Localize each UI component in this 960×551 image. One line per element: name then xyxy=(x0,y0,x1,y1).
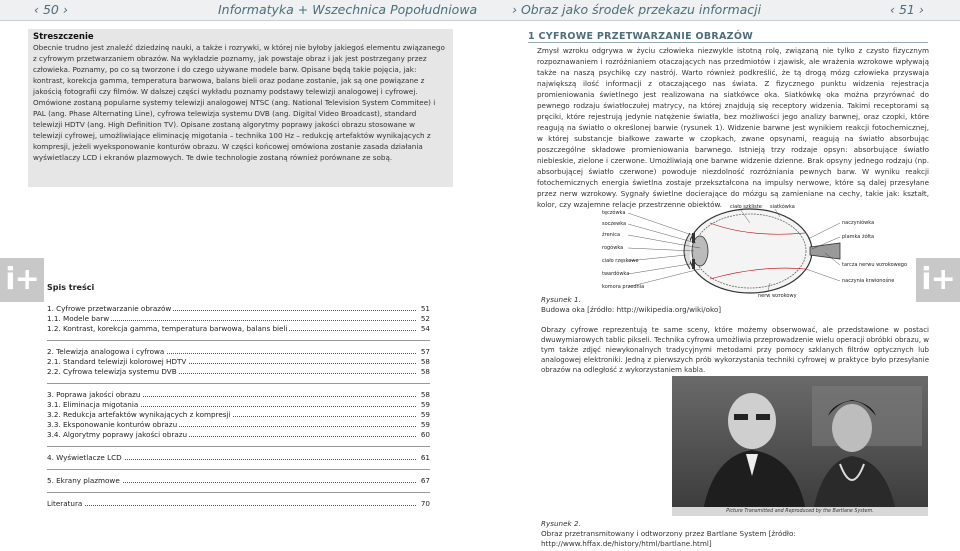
toc-entry-label: 1.2. Kontrast, korekcja gamma, temperatura barwowa, balans bieli xyxy=(47,324,288,333)
eye-label: źrenica xyxy=(602,232,621,238)
eye-label: soczewka xyxy=(602,221,627,227)
eye-label: rogówka xyxy=(602,245,624,251)
toc-entry[interactable] xyxy=(47,400,430,410)
toc-divider xyxy=(47,383,430,384)
toc-entry[interactable] xyxy=(47,357,430,367)
toc-entry-page: 61 xyxy=(420,453,430,462)
toc-entry-page: 58 xyxy=(420,390,430,399)
right-page-number: ‹ 51 › xyxy=(890,2,924,17)
eye-label: nerw wzrokowy xyxy=(758,293,797,299)
toc-entry[interactable] xyxy=(47,410,430,420)
summary-title: Streszczenie xyxy=(33,32,94,42)
toc-entry-label: 2.2. Cyfrowa telewizja systemu DVB xyxy=(47,367,177,376)
toc-entry[interactable] xyxy=(47,324,430,334)
toc-entry[interactable] xyxy=(47,390,430,400)
toc-entry-page: 60 xyxy=(420,430,430,439)
toc-entry[interactable] xyxy=(47,367,430,377)
left-page-header xyxy=(0,0,480,20)
informatyka-plus-logo-left: i+ xyxy=(0,258,44,302)
toc-entry-label: 2.1. Standard telewizji kolorowej HDTV xyxy=(47,357,187,366)
eye-label: tarcza nerwu wzrokowego xyxy=(842,262,908,268)
figure-2-label: Rysunek 2. xyxy=(541,519,581,528)
toc-entry-label: Literatura xyxy=(47,499,83,508)
eye-label: ciało szkliste xyxy=(730,204,762,210)
toc-entry[interactable] xyxy=(47,304,430,314)
toc-entry-page: 52 xyxy=(420,314,430,323)
toc-entry-label: 3.2. Redukcja artefaktów wynikających z kompresji xyxy=(47,410,231,419)
toc-entry-page: 58 xyxy=(420,367,430,376)
toc-entry-label: 1.1. Modele barw xyxy=(47,314,110,323)
toc-entry[interactable] xyxy=(47,430,430,440)
toc-entry-page: 57 xyxy=(420,347,430,356)
toc-entry-page: 54 xyxy=(420,324,430,333)
header-divider xyxy=(0,20,960,21)
toc-entry-page: 59 xyxy=(420,410,430,419)
toc-divider xyxy=(47,340,430,341)
toc-entry-label: 1. Cyfrowe przetwarzanie obrazów xyxy=(47,304,172,313)
toc-entry-page: 58 xyxy=(420,357,430,366)
figure-2-text: Obraz przetransmitowany i odtworzony przez Bartlane System [źródło: http://www.hffax.de/history/html/bartlane.html] xyxy=(541,529,796,548)
toc-entry-page: 67 xyxy=(420,476,430,485)
toc-entry-label: 5. Ekrany plazmowe xyxy=(47,476,120,485)
toc-title: Spis treści xyxy=(47,283,95,292)
toc-entry[interactable] xyxy=(47,499,430,509)
toc-entry-label: 3. Poprawa jakości obrazu xyxy=(47,390,141,399)
toc-entry-page: 59 xyxy=(420,400,430,409)
bartlane-photo xyxy=(672,376,928,516)
figure-1-text: Budowa oka [źródło: http://wikipedia.org/wiki/oko] xyxy=(541,305,722,314)
toc-entry[interactable] xyxy=(47,347,430,357)
cornea-shape xyxy=(684,233,690,269)
toc-entry-label: 3.4. Algorytmy poprawy jakości obrazu xyxy=(47,430,188,439)
figure-1-label: Rysunek 1. xyxy=(541,295,581,304)
figure-2-caption xyxy=(541,519,933,549)
section-title: 1 CYFROWE PRZETWARZANIE OBRAZÓW xyxy=(528,31,754,42)
toc-entry-page: 51 xyxy=(420,304,430,313)
toc-entry-label: 4. Wyświetlacze LCD xyxy=(47,453,122,462)
eye-label: naczyniówka xyxy=(842,220,875,226)
summary-box xyxy=(28,29,453,187)
toc-entry[interactable] xyxy=(47,420,430,430)
informatyka-plus-logo-right: i+ xyxy=(916,258,960,302)
toc-entry[interactable] xyxy=(47,453,430,463)
toc-entry[interactable] xyxy=(47,314,430,324)
eye-label: twardówka xyxy=(602,271,630,277)
left-page-number: ‹ 50 › xyxy=(34,2,68,17)
body-paragraph: Obrazy cyfrowe reprezentują te same sceny, które możemy obserwować, ale przedstawione w postaci dwuwymiarowych tablic pikseli. Technika cyfrowa umożliwia przeprowadzenie wielu operacji obróbki obrazu, w tym także zdjęć niewykonalnych tradycyjnymi metodami przy pomocy szklanych filtrów optycznych lub analogowej elektroniki. Jedną z pierwszych prób wykorzystania techniki cyfrowej w praktyce było przesyłanie obrazów na odległość z wykorzystaniem kabla. xyxy=(541,326,930,374)
toc-divider xyxy=(47,492,430,493)
section-paragraph: Zmysł wzroku odgrywa w życiu człowieka niezwykle istotną rolę, związaną nie tylko z czysto fizycznym rozpoznawaniem i rozróżnianiem otaczających nas przedmiotów i zjawisk, ale wrażenia wzrokowe wpływają także na naszą psychikę czy nastrój. Warto również podkreślić, że tą drogą mózg człowieka przyswaja największą ilość informacji z otaczającego nas świata. Z fizycznego punktu widzenia rejestracja promieniowania świetlnego jest realizowana na siatkówce oka. Siatkówkę oka można przyrównać do pewnego rodzaju światłoczułej matrycy, na której znajdują się receptory widzenia. Takimi receptorami są pręciki, które rejestrują jedynie natężenie światła, bez możliwości jego analizy barwnej, oraz czopki, które reagują na światło o określonej barwie (rysunek 1). Widzenie barwne jest wynikiem reakcji fotochemicznej, w której substancje białkowe zawarte w czopkach, zwane opsynami, reagują na światło absorbując poszczególne składowe promieniowania barwnego. Istnieją trzy rodzaje opsyn: absorbujące światło niebieskie, zielone i czerwone. Umożliwiają one barwne widzenie dzienne. Brak opsyny jednego rodzaju (np. absorbującej światło czerwone) powoduje niezdolność rozróżniania pewnych barw. W wyniku reakcji fotochemicznych energia świetlna zostaje przekształcona na impulsy nerwowe, które są dalej przesyłane przez nerw wzrokowy. Sygnały świetlne docierające do mózgu są zamieniane na cechy, takie jak: kształt, kolor, czy wzajemne relacje przestrzenne obiektów. xyxy=(537,46,929,209)
eye-label: siatkówka xyxy=(770,204,795,210)
eye-label: plamka żółta xyxy=(842,234,875,240)
man-face xyxy=(728,393,776,449)
toc-divider xyxy=(47,469,430,470)
eye-label: tęczówka xyxy=(602,210,626,216)
eye-anatomy-diagram xyxy=(600,203,908,299)
summary-text: Obecnie trudno jest znaleźć dziedzinę nauki, a także i rozrywki, w której nie byłoby jakiegoś elementu związanego z cyfrowym przetwarzaniem obrazów. Na wykładzie poznamy, jak powstaje obraz i jak jest postrzegany przez człowieka. Poznamy, po co są tworzone i do czego używane modele barw. Opisane będą takie pojęcia, jak: kontrast, korekcja gamma, temperatura barwowa, balans bieli oraz podane zostanie, jak są one powiązane z jakością fotografii czy filmów. W dalszej części wykładu poznamy podstawy telewizji analogowej i cyfrowej. Omówione zostaną popularne systemy telewizji analogowej NTSC (ang. National Television System Commitee) i PAL (ang. Phase Alternating Line), cyfrowa telewizja systemu DVB (ang. Digital Video Broadcast), standard telewizji HDTV (ang. High Definition TV). Opisane zostaną algorytmy poprawy jakości obrazu stosowane w telewizji cyfrowej, umożliwiające eliminację migotania – technika 100 Hz – redukcję artefaktów wynikających z kompresji, jeżeli wyeksponowanie konturów obrazu. W części końcowej omówiona zostanie zasada działania wyświetlaczy LCD i ekranów plazmowych. Te dwie technologie zostaną również porównane ze sobą. xyxy=(33,43,445,162)
toc-entry-label: 2. Telewizja analogowa i cyfrowa xyxy=(47,347,165,356)
optic-nerve-shape xyxy=(810,243,840,259)
eye-label: naczynia krwionośne xyxy=(842,278,895,284)
photo-illustration xyxy=(672,376,928,516)
toc-entry-page: 59 xyxy=(420,420,430,429)
eye-label: komora przednia xyxy=(602,284,645,290)
left-running-title: Informatyka + Wszechnica Popołudniowa xyxy=(218,2,478,17)
section-title-rule xyxy=(528,42,928,43)
photo-caption-strip: Picture Transmitted and Reproduced by the Bartlane System. xyxy=(672,507,928,516)
woman-face xyxy=(832,404,872,452)
right-page-header xyxy=(480,0,960,20)
iris-upper xyxy=(692,233,695,243)
eye-label: ciało rzęskowe xyxy=(602,258,639,264)
toc-entry-label: 3.3. Eksponowanie konturów obrazu xyxy=(47,420,178,429)
toc-entry-label: 3.1. Eliminacja migotania xyxy=(47,400,139,409)
toc-entry[interactable] xyxy=(47,476,430,486)
iris-lower xyxy=(692,259,695,269)
toc-divider xyxy=(47,446,430,447)
figure-1-caption xyxy=(541,295,721,315)
toc-entry-page: 70 xyxy=(420,499,430,508)
right-running-title: › Obraz jako środek przekazu informacji xyxy=(512,2,762,17)
